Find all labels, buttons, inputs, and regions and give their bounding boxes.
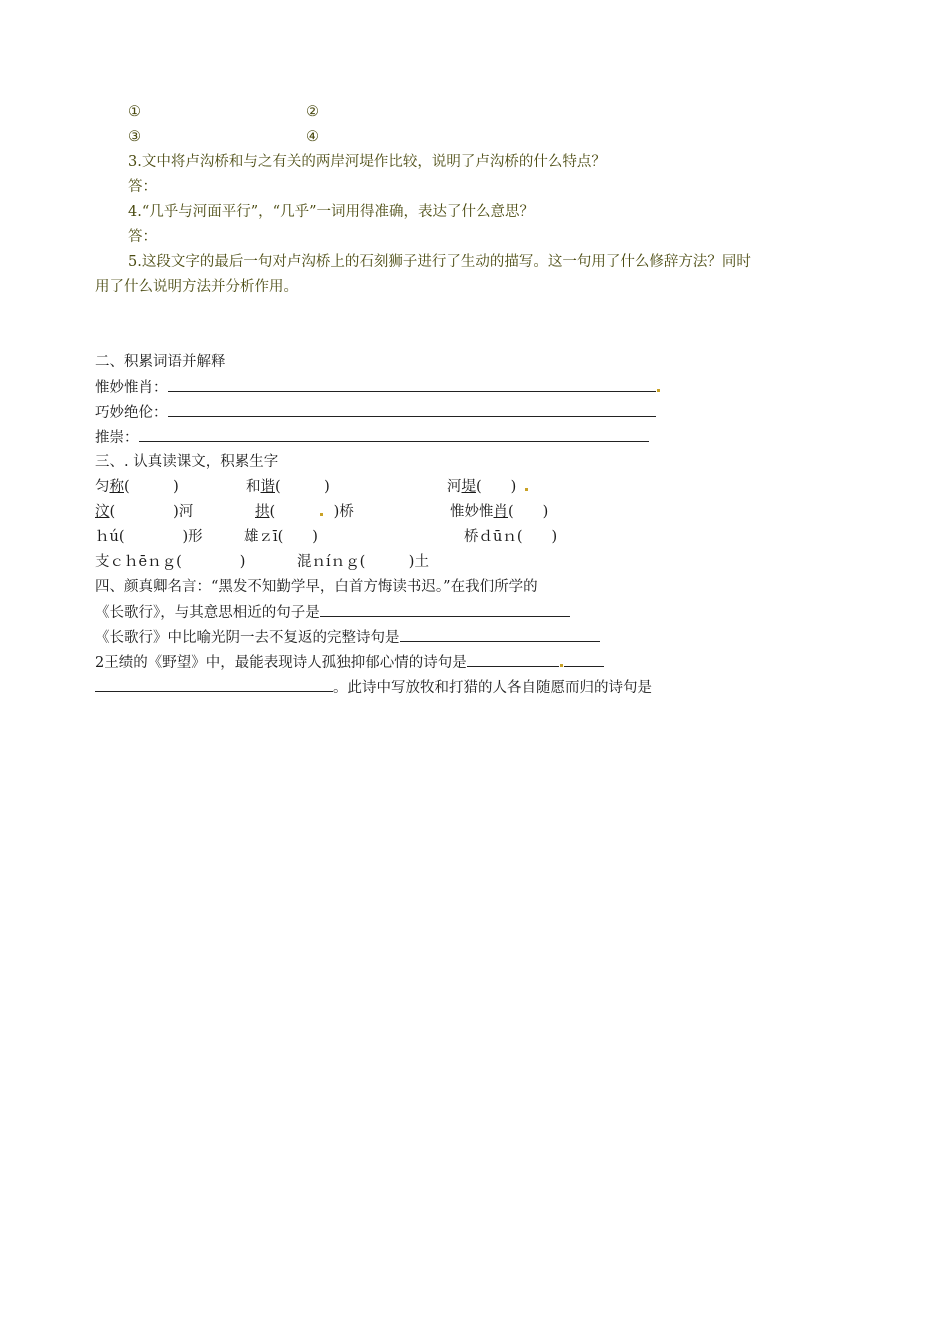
pinyin-2: 雄ｚī( )	[244, 529, 318, 545]
section-4-line-3	[95, 627, 600, 648]
char-2-target: 谐	[260, 479, 275, 495]
char-3-prefix: 河	[447, 479, 462, 495]
char-6-paren: ( )	[508, 504, 549, 520]
char-3-paren: ( )	[476, 479, 517, 495]
char-2-prefix: 和	[246, 479, 261, 495]
char-6	[450, 502, 548, 522]
circle-number-4: ④	[306, 129, 319, 145]
word-row-3	[95, 427, 649, 448]
char-1-target: 称	[109, 479, 124, 495]
char-4-rest: ( )河	[109, 504, 194, 520]
char-1-prefix: 匀	[95, 479, 110, 495]
pinyin-4: 支ｃｈēｎｇ( )	[95, 554, 246, 570]
poem-blank-2[interactable]	[400, 627, 600, 642]
char-5	[255, 502, 354, 522]
section-4-line-2	[95, 602, 570, 623]
char-1	[95, 477, 179, 497]
answer-4-label: 答：	[128, 229, 157, 245]
char-6-target: 肖	[493, 504, 508, 520]
char-3	[447, 477, 529, 497]
word-1-blank[interactable]	[168, 377, 656, 392]
word-2-label: 巧妙绝伦：	[95, 405, 168, 421]
yellow-dot-mark	[560, 664, 563, 667]
pinyin-1: ｈú( )形	[95, 529, 203, 545]
word-1-label: 惟妙惟肖：	[95, 380, 168, 396]
poem-blank-3a[interactable]	[467, 652, 559, 667]
char-5-target: 拱	[255, 504, 270, 520]
poem-blank-3b[interactable]	[564, 652, 604, 667]
char-6-prefix: 惟妙惟	[450, 504, 494, 520]
section-4-line-5-text: 。此诗中写放牧和打猎的人各自随愿而归的诗句是	[333, 680, 652, 696]
char-4-target: 汶	[95, 504, 110, 520]
circle-number-3: ③	[128, 129, 141, 145]
char-3-target: 堤	[461, 479, 476, 495]
poem-blank-1[interactable]	[320, 602, 570, 617]
section-4-line-4	[95, 652, 604, 673]
section-3-heading: 三、. 认真读课文，积累生字	[95, 454, 279, 470]
char-4	[95, 502, 193, 522]
char-5-paren-open: (	[269, 504, 319, 520]
section-4-line-1: 四、颜真卿名言：“黑发不知勤学早，白首方悔读书迟。”在我们所学的	[95, 579, 538, 595]
circle-number-1: ①	[128, 104, 141, 120]
question-5-line-2: 用了什么说明方法并分析作用。	[95, 279, 298, 295]
answer-3-label: 答：	[128, 179, 157, 195]
word-row-2	[95, 402, 656, 423]
word-3-blank[interactable]	[139, 427, 649, 442]
section-4-line-2-text: 《长歌行》，与其意思相近的句子是	[95, 605, 320, 621]
question-5-line-1: 5.这段文字的最后一句对卢沟桥上的石刻狮子进行了生动的描写。这一句用了什么修辞方法？同时	[128, 254, 751, 270]
yellow-dot-mark	[657, 389, 660, 392]
word-row-1	[95, 377, 661, 398]
yellow-dot-mark	[320, 513, 323, 516]
section-4-line-5	[95, 677, 652, 698]
section-4-line-4-text: 2王绩的《野望》中，最能表现诗人孤独抑郁心情的诗句是	[95, 655, 467, 671]
question-3: 3.文中将卢沟桥和与之有关的两岸河堤作比较，说明了卢沟桥的什么特点？	[128, 154, 606, 170]
question-4: 4.“几乎与河面平行”，“几乎”一词用得准确，表达了什么意思？	[128, 204, 534, 220]
yellow-dot-mark	[525, 488, 528, 491]
char-2-paren: ( )	[275, 479, 330, 495]
char-2	[246, 477, 330, 497]
poem-blank-4[interactable]	[95, 677, 333, 692]
char-5-paren-close: )桥	[333, 504, 354, 520]
word-2-blank[interactable]	[168, 402, 656, 417]
word-3-label: 推崇：	[95, 430, 139, 446]
pinyin-5: 混ｎíｎｇ( )土	[297, 554, 429, 570]
circle-number-2: ②	[306, 104, 319, 120]
section-4-line-3-text: 《长歌行》中比喻光阴一去不复返的完整诗句是	[95, 630, 400, 646]
char-1-paren: ( )	[124, 479, 179, 495]
pinyin-3: 桥ｄūｎ( )	[464, 529, 558, 545]
section-2-heading: 二、积累词语并解释	[95, 354, 226, 370]
